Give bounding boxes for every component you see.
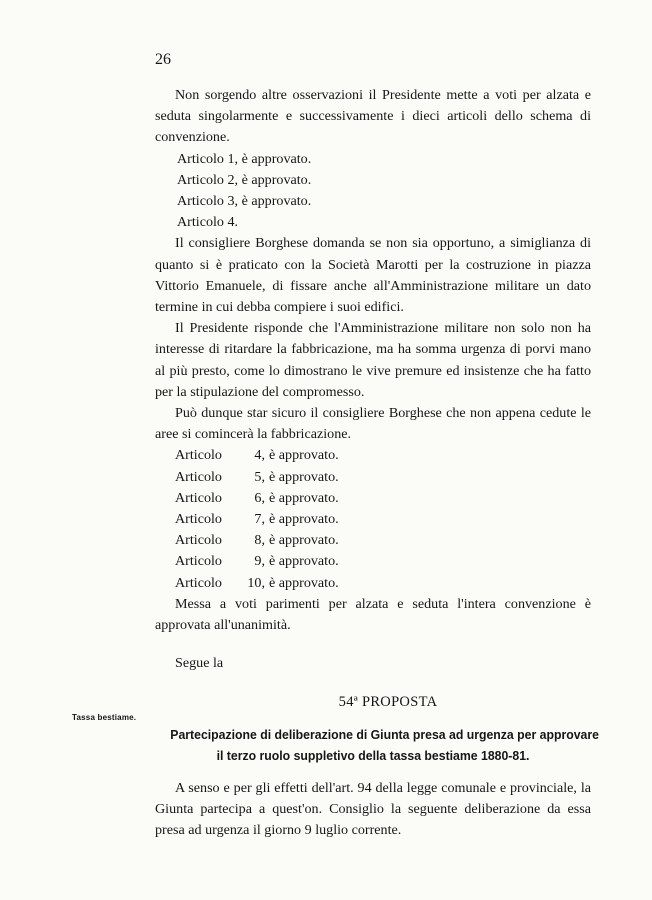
paragraph-giunta-deliberation: A senso e per gli effetti dell'art. 94 della legge comunale e provinciale, la Giunta partecipa a quest'on. Consiglio la seguente deliberazione da essa presa ad urgenza il giorno 9 luglio corrente.	[155, 779, 591, 839]
article-row	[155, 488, 591, 509]
article-word: Articolo	[175, 489, 222, 506]
article-status: è approvato.	[269, 532, 339, 549]
paragraph-assurance: Può dunque star sicuro il consigliere Borghese che non appena cedute le aree si comincerà la fabbricazione.	[155, 405, 591, 443]
paragraph-borghese-question: Il consigliere Borghese domanda se non sia opportuno, a simiglianza di quanto si è praticato con la Società Marotti per la costruzione in piazza Vittorio Emanuele, di fissare anche all'Amministrazione militare un dato termine in cui debba compiere i suoi edifici.	[155, 235, 591, 316]
article-row	[155, 573, 591, 594]
article-line-3: Articolo 3, è approvato.	[177, 193, 312, 210]
article-status: è approvato.	[269, 553, 339, 570]
article-word: Articolo	[175, 553, 222, 570]
article-word: Articolo	[175, 532, 222, 549]
article-word: Articolo	[175, 511, 222, 528]
article-row	[155, 530, 591, 551]
article-status: è approvato.	[269, 489, 339, 506]
page-number: 26	[155, 51, 171, 68]
paragraph-unanimous: Messa a voti parimenti per alzata e seduta l'intera convenzione è approvata all'unanimità.	[155, 595, 591, 634]
article-row	[155, 551, 591, 572]
article-line-1: Articolo 1, è approvato.	[177, 150, 312, 167]
article-row	[155, 509, 591, 530]
article-number: 10,	[247, 574, 265, 591]
paragraph-vote-intro: Non sorgendo altre osservazioni il Presidente mette a voti per alzata e seduta singolarmente e successivamente i dieci articoli dello schema di convenzione.	[155, 87, 591, 146]
articles-list	[155, 445, 591, 593]
article-number: 5,	[254, 468, 265, 485]
article-status: è approvato.	[269, 447, 339, 464]
article-number: 6,	[254, 489, 265, 506]
article-row	[155, 445, 591, 466]
article-line-4: Articolo 4.	[177, 214, 239, 231]
margin-note: Tassa bestiame.	[72, 713, 137, 722]
proposal-heading: 54ª PROPOSTA	[338, 694, 438, 711]
article-number: 7,	[254, 511, 265, 528]
segue-line: Segue la	[175, 655, 224, 672]
article-word: Articolo	[175, 574, 222, 591]
article-word: Articolo	[175, 447, 222, 464]
proposal-title-line-2: il terzo ruolo suppletivo della tassa bestiame 1880-81.	[216, 747, 530, 763]
article-row	[155, 467, 591, 488]
article-number: 9,	[254, 553, 265, 570]
body-text	[155, 85, 599, 841]
paragraph-president-reply: Il Presidente risponde che l'Amministrazione militare non solo non ha interesse di ritardare la fabbricazione, ma ha somma urgenza di porvi mano al più presto, come lo dimostrano le vive premure ed insistenze che ha fatto per la stipulazione del compromesso.	[155, 320, 591, 400]
article-status: è approvato.	[269, 574, 339, 591]
article-number: 8,	[254, 532, 265, 549]
article-line-2: Articolo 2, è approvato.	[177, 171, 312, 188]
article-number: 4,	[254, 447, 265, 464]
article-word: Articolo	[175, 468, 222, 485]
proposal-title-line-1: Partecipazione di deliberazione di Giunta presa ad urgenza per approvare	[170, 726, 599, 742]
article-status: è approvato.	[269, 468, 339, 485]
article-status: è approvato.	[269, 511, 339, 528]
